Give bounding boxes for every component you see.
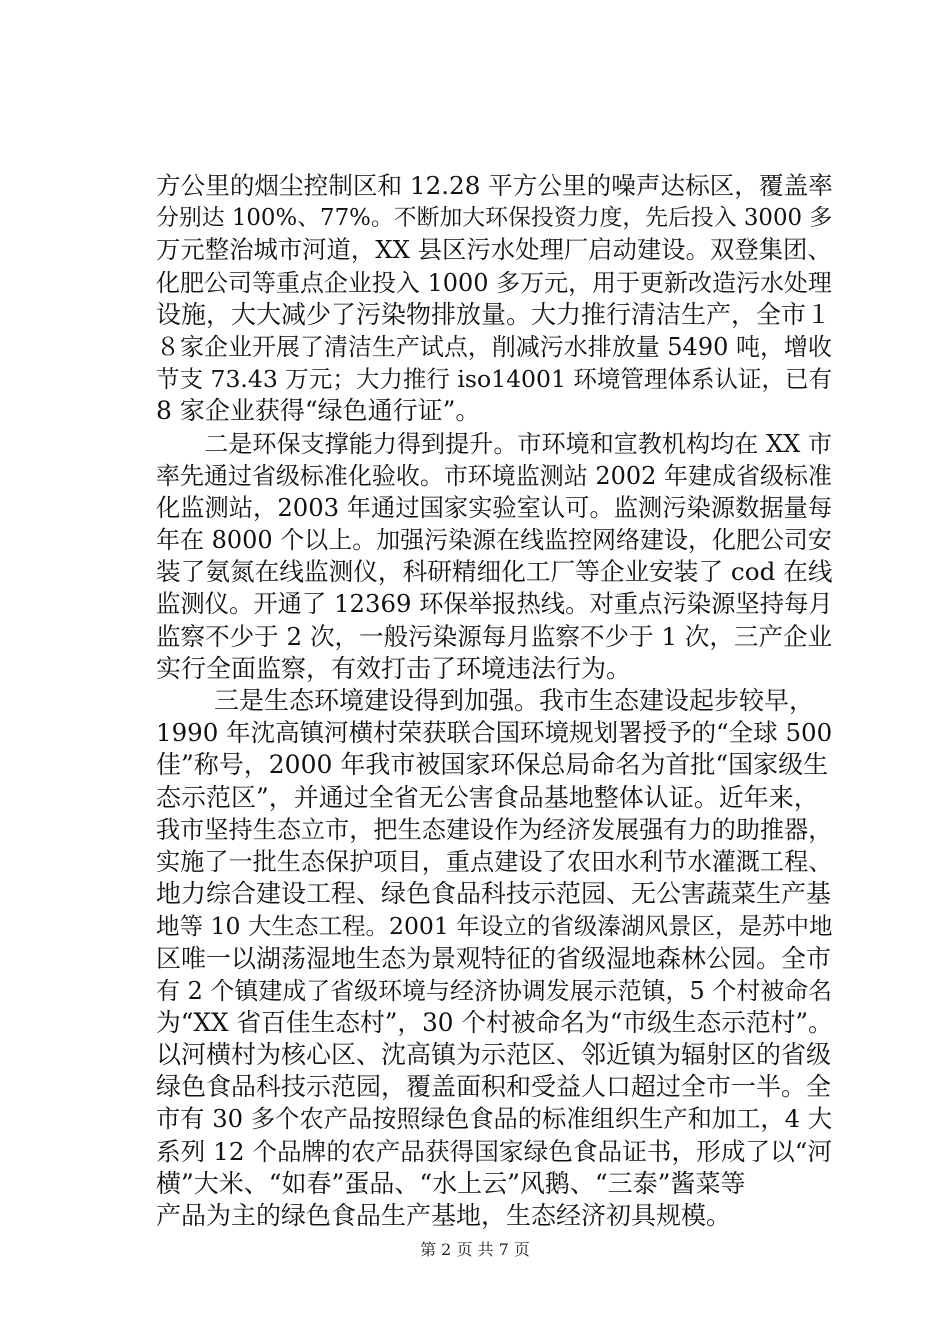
text-line: 化肥公司等重点企业投入 1000 多万元，用于更新改造污水处理 bbox=[156, 268, 832, 297]
text-line: 产品为主的绿色食品生产基地，生态经济初具规模。 bbox=[156, 1201, 732, 1230]
text-line: 化监测站，2003 年通过国家实验室认可。监测污染源数据量每 bbox=[156, 492, 833, 522]
text-line: 装了氨氮在线监测仪，科研精细化工厂等企业安装了 cod 在线 bbox=[156, 557, 833, 587]
text-line: 监测仪。开通了 12369 环保举报热线。对重点污染源坚持每月 bbox=[156, 589, 833, 619]
text-line: 监察不少于 2 次，一般污染源每月监察不少于 1 次，三产企业 bbox=[156, 621, 833, 651]
text-line: 率先通过省级标准化验收。市环境监测站 2002 年建成省级标准 bbox=[156, 461, 832, 490]
page-number-footer: 第 2 页 共 7 页 bbox=[420, 1240, 530, 1259]
body-text bbox=[156, 170, 836, 1232]
text-line: 态示范区”，并通过全省无公害食品基地整体认证。近年来， bbox=[156, 782, 819, 812]
text-line: ８家企业开展了清洁生产试点，削减污水排放量 5490 吨，增收 bbox=[156, 332, 832, 361]
text-line: 区唯一以湖荡湿地生态为景观特征的省级湿地森林公园。全市 bbox=[156, 943, 832, 973]
text-line: 设施，大大减少了污染物排放量。大力推行清洁生产，全市１ bbox=[156, 299, 832, 329]
text-line: 节支 73.43 万元；大力推行 iso14001 环境管理体系认证，已有 bbox=[156, 365, 833, 394]
text-line: 二是环保支撑能力得到提升。市环境和宣教机构均在 XX 市 bbox=[156, 429, 833, 458]
text-line: 我市坚持生态立市，把生态建设作为经济发展强有力的助推器， bbox=[156, 815, 833, 844]
text-line: 横”大米、“如春”蛋品、“水上云”风鹅、“三泰”酱菜等 bbox=[156, 1168, 746, 1198]
text-line: 系列 12 个品牌的农产品获得国家绿色食品证书，形成了以“河 bbox=[156, 1136, 833, 1166]
text-line: 地等 10 大生态工程。2001 年设立的省级溱湖风景区，是苏中地 bbox=[156, 912, 833, 941]
text-line: 方公里的烟尘控制区和 12.28 平方公里的噪声达标区，覆盖率 bbox=[156, 171, 833, 200]
text-line: 1990 年沈高镇河横村荣获联合国环境规划署授予的“全球 500 bbox=[156, 718, 833, 748]
text-line: 有 2 个镇建成了省级环境与经济协调发展示范镇，5 个村被命名 bbox=[156, 976, 833, 1005]
text-line: 实施了一批生态保护项目，重点建设了农田水利节水灌溉工程、 bbox=[156, 847, 833, 876]
text-line: 分别达 100%、77%。不断加大环保投资力度，先后投入 3000 多 bbox=[156, 205, 833, 232]
text-line: 以河横村为核心区、沈高镇为示范区、邻近镇为辐射区的省级 bbox=[156, 1040, 832, 1070]
text-line: 8 家企业获得“绿色通行证”。 bbox=[156, 396, 481, 426]
text-line: 实行全面监察，有效打击了环境违法行为。 bbox=[156, 653, 632, 683]
text-line: 佳”称号，2000 年我市被国家环保总局命名为首批“国家级生 bbox=[156, 750, 829, 780]
text-line: 地力综合建设工程、绿色食品科技示范园、无公害蔬菜生产基 bbox=[156, 879, 832, 909]
text-line: 为“XX 省百佳生态村”，30 个村被命名为“市级生态示范村”。 bbox=[156, 1007, 833, 1037]
text-line: 绿色食品科技示范园，覆盖面积和受益人口超过全市一半。全 bbox=[156, 1072, 832, 1102]
text-line: 三是生态环境建设得到加强。我市生态建设起步较早， bbox=[156, 686, 814, 715]
text-line: 万元整治城市河道，XX 县区污水处理厂启动建设。双登集团、 bbox=[156, 235, 832, 265]
text-line: 市有 30 多个农产品按照绿色食品的标准组织生产和加工，4 大 bbox=[156, 1104, 833, 1134]
text-line: 年在 8000 个以上。加强污染源在线监控网络建设，化肥公司安 bbox=[156, 526, 832, 555]
